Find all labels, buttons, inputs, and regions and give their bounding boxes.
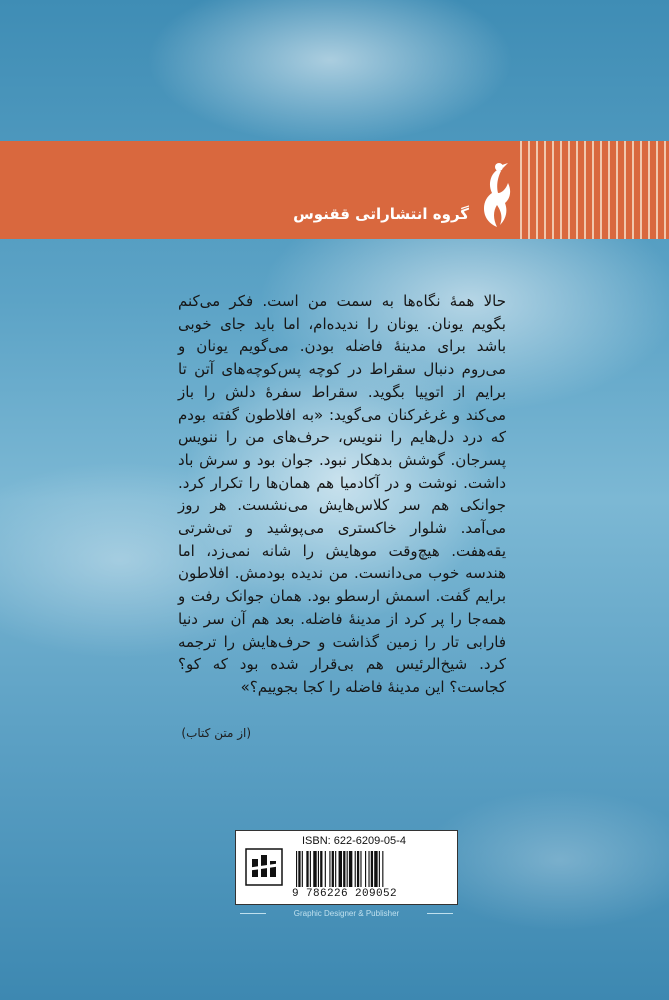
book-excerpt: حالا همهٔ نگاه‌ها به سمت من است. فکر می‌کنم بگویم یونان. یونان را ندیده‌ام، اما باید جای خوبی باشد برای مدینهٔ فاضله بودن. می‌گویم یونان و می‌روم دنبال سقراط در کوچه پس‌کوچه‌های آتن تا برایم از اتوپیا بگوید. سقراط سفرهٔ دلش را باز می‌کند و غرغرکنان می‌گوید: «به افلاطون گفته بودم که درد دل‌هایم را ننویس، حرف‌های من را ننویس پسرجان. گوشش بدهکار نبود. جوان بود و سرش باد داشت. نوشت و در آکادمیا هم همان‌ها را تکرار کرد. جوانکی هم سر کلاس‌هایش می‌نشست. هر روز می‌آمد. شلوار خاکستری می‌پوشید و تی‌شرتی یقه‌هفت. هیچ‌وقت موهایش را شانه نمی‌زد، اما هندسه خوب می‌دانست. من ندیده بودمش. افلاطون برایم گفت. اسمش ارسطو بود. همان جوانک رفت و همه‌جا را پر کرد از مدینهٔ فاضله. بعد هم آن سر دنیا فارابی تار را زمین گذاشت و حرف‌هایش را ترجمه کرد. شیخ‌الرئیس هم بی‌قرار شده بود که کو؟ کجاست؟ این مدینهٔ فاضله را کجا بجوییم؟»	[178, 292, 506, 696]
designer-credit	[240, 909, 453, 918]
barcode-label	[235, 830, 458, 905]
credit-rule-left	[240, 913, 266, 914]
decorative-stripes	[514, 141, 669, 239]
barcode-bar	[339, 851, 342, 887]
barcode-bar	[349, 851, 352, 887]
barcode-bar	[298, 851, 300, 887]
barcode-bar	[368, 851, 369, 887]
credit-text: Graphic Designer ‌& Publisher	[293, 909, 400, 918]
publisher-mark-icon	[244, 847, 284, 887]
barcode-bar	[310, 851, 311, 887]
barcode-bar	[360, 851, 361, 887]
barcode-bars	[296, 851, 446, 887]
barcode-bar	[365, 851, 366, 887]
barcode-bar	[329, 851, 330, 887]
barcode-bar	[318, 851, 319, 887]
barcode-bar	[382, 851, 383, 887]
barcode-bar	[313, 851, 316, 887]
barcode-bar	[296, 851, 297, 887]
publisher-band	[0, 141, 669, 239]
barcode-bar	[371, 851, 373, 887]
barcode-bar	[343, 851, 345, 887]
barcode-bar	[332, 851, 334, 887]
barcode-bar	[302, 851, 303, 887]
barcode-bar	[347, 851, 348, 887]
barcode-bar	[320, 851, 322, 887]
phoenix-bird-icon	[472, 153, 518, 231]
barcode-bar	[335, 851, 336, 887]
barcode-bar	[379, 851, 380, 887]
excerpt-source: (از متن کتاب)	[181, 726, 251, 740]
credit-rule-right	[427, 913, 453, 914]
publisher-name: گروه انتشاراتی ققنوس	[293, 205, 469, 223]
barcode-bar	[306, 851, 308, 887]
barcode-bar	[374, 851, 377, 887]
barcode-bar	[325, 851, 326, 887]
barcode-bar	[357, 851, 359, 887]
isbn-text: ISBN: 622-6209-05-4	[302, 835, 406, 847]
barcode-digits: 9 786226 209052	[292, 888, 398, 900]
barcode-bar	[355, 851, 356, 887]
